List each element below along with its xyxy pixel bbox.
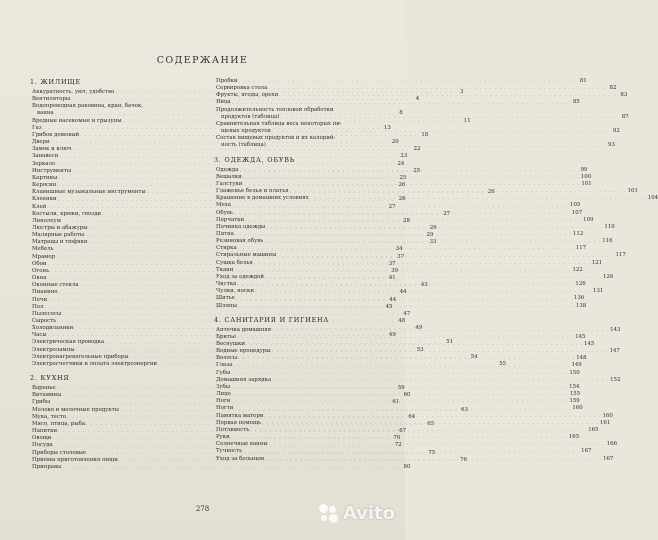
- toc-entry: [30, 103, 206, 110]
- toc-entry-page: 87: [621, 113, 629, 120]
- toc-entry-page: 122: [572, 266, 583, 273]
- dot-leader: [250, 428, 587, 434]
- toc-entry-title: Печи: [32, 296, 48, 303]
- toc-entry-page: 100: [580, 173, 592, 180]
- toc-entry-page: 148: [576, 355, 587, 362]
- toc-entry-page: 51: [446, 339, 454, 346]
- toc-entry-page: 72: [394, 442, 402, 449]
- toc-entry-title: Приборы столовые: [32, 449, 87, 456]
- toc-entry-page: 61: [392, 399, 400, 406]
- toc-entry-page: 24: [397, 160, 405, 167]
- toc-entry-title: Мясо, птица, рыба: [32, 420, 86, 427]
- toc-entry-title: Приемы приготовления пищи: [32, 456, 118, 463]
- dot-leader: [234, 211, 571, 217]
- toc-entry-page: 117: [575, 245, 587, 252]
- toc-entry-page: 85: [572, 99, 580, 106]
- dot-leader: [62, 465, 399, 471]
- toc-entry-page: 75: [428, 449, 436, 456]
- toc-entry-title: Напитки: [32, 428, 58, 435]
- toc-entry-title: Домашняя зарядка: [216, 376, 272, 383]
- toc-entry-title: Шитье: [216, 295, 235, 302]
- toc-entry-title: Вредные насекомые и грызуны: [32, 117, 122, 124]
- dot-leader: [238, 353, 575, 362]
- dot-leader: [262, 421, 599, 427]
- toc-entry-title: Пятна: [216, 230, 234, 237]
- toc-entry-page: 105: [570, 202, 581, 209]
- dot-leader: [255, 289, 592, 295]
- dot-leader: [264, 414, 601, 420]
- toc-entry-title: Молоко и молочные продукты: [32, 406, 119, 413]
- dot-leader: [232, 204, 569, 210]
- dot-leader: [239, 168, 576, 174]
- toc-entry-page: 82: [609, 85, 617, 92]
- toc-entry-page: 63: [461, 406, 469, 413]
- toc-entry-title: Ноги: [216, 398, 231, 405]
- toc-entry-page: 43: [420, 282, 428, 289]
- toc-entry-title: Вентиляторы: [32, 96, 71, 103]
- toc-entry-page: 160: [602, 412, 613, 419]
- dot-leader: [267, 144, 604, 150]
- toc-entry-page: 99: [580, 166, 588, 173]
- toc-entry-page: 11: [463, 117, 471, 124]
- toc-entry-title: Пол: [32, 303, 44, 310]
- dot-leader: [310, 196, 647, 202]
- toc-entry-title: Сушка белья: [216, 259, 253, 266]
- toc-entry-title: Линолеум: [32, 217, 61, 224]
- toc-entry-title: Варенье: [32, 385, 56, 392]
- toc-entry-page: 150: [569, 369, 580, 376]
- toc-entry-page: 29: [429, 224, 437, 231]
- toc-entry-title: Часы: [32, 332, 47, 339]
- toc-entry-page: 18: [421, 131, 429, 138]
- toc-entry-page: 117: [615, 252, 626, 259]
- toc-entry-page: 37: [388, 260, 396, 267]
- toc-entry-title: Водопроводная раковина, кран, бачок,: [32, 103, 144, 110]
- toc-entry-page: 104: [647, 195, 658, 202]
- dot-leader: [238, 304, 575, 310]
- toc-entry-title: Ногти: [216, 405, 234, 412]
- dot-leader: [231, 399, 568, 405]
- toc-entry-title: щевых продуктов: [221, 128, 271, 135]
- dot-leader: [236, 297, 573, 303]
- toc-entry-page: 131: [593, 288, 604, 295]
- toc-entry-page: 45: [385, 303, 393, 310]
- toc-entry-title: Шляпы: [216, 302, 237, 309]
- toc-entry: [214, 376, 621, 384]
- toc-entry-title: Посуда: [32, 442, 53, 449]
- toc-entry-title: Двери: [32, 139, 50, 146]
- toc-entry-title: Приправы: [32, 463, 62, 470]
- toc-entry-page: 92: [612, 128, 620, 135]
- toc-entry-page: 25: [413, 167, 421, 174]
- toc-entry-page: 64: [408, 413, 416, 420]
- toc-entry-title: Холодильники: [32, 325, 74, 332]
- toc-entry: [214, 92, 628, 99]
- toc-entry-page: 81: [579, 78, 587, 84]
- toc-entry-title: Руки: [216, 434, 230, 441]
- toc-entry-title: Глаза: [216, 362, 233, 369]
- dot-leader: [234, 407, 571, 413]
- toc-entry-page: 65: [427, 420, 435, 427]
- section-heading: 1. ЖИЛИЩЕ: [30, 78, 81, 86]
- toc-entry-page: 59: [397, 385, 405, 392]
- toc-entry: [30, 463, 411, 471]
- dot-leader: [269, 442, 606, 448]
- toc-entry: [30, 146, 421, 153]
- avito-logo-icon: [319, 504, 339, 524]
- toc-entry-title: Пылесосы: [32, 310, 62, 317]
- toc-entry-title: Малярные работы: [32, 232, 85, 239]
- dot-leader: [265, 275, 602, 281]
- dot-leader: [266, 225, 603, 231]
- dot-leader: [245, 218, 582, 224]
- toc-entry-title: Галстуки: [216, 180, 243, 187]
- toc-entry-title: Газ: [32, 124, 42, 131]
- toc-entry-title: Чистка: [216, 281, 237, 288]
- dot-leader: [231, 385, 568, 391]
- toc-entry-title: Замок и ключ: [32, 146, 72, 153]
- dot-leader: [279, 93, 616, 99]
- toc-entry-title: Мрамор: [32, 253, 56, 260]
- toc-entry-page: 155: [569, 391, 581, 398]
- toc-entry-page: 26: [487, 189, 495, 196]
- toc-entry-title: Клеенки: [32, 196, 57, 203]
- toc-entry: [214, 369, 580, 377]
- toc-entry-title: Вешалки: [216, 173, 242, 180]
- toc-entry-title: Клавишные музыкальные инструменты: [32, 189, 146, 196]
- toc-entry-page: 41: [388, 275, 396, 282]
- toc-entry-title: Тучность: [216, 448, 243, 455]
- toc-entry-title: Перчатки: [216, 216, 245, 223]
- toc-entry-page: 152: [610, 376, 621, 383]
- toc-entry-page: 165: [568, 434, 580, 441]
- toc-entry: [214, 121, 388, 128]
- toc-entry-title: Электросчетчики и оплата электроэнергии: [32, 360, 158, 367]
- toc-entry-page: 27: [388, 203, 396, 210]
- toc-entry-title: Состав пищевых продуктов и их калорий-: [216, 135, 336, 142]
- dot-leader: [238, 246, 575, 252]
- toc-entry-title: Чулки, носки: [216, 288, 254, 295]
- toc-entry-title: Продолжительность тепловой обработки: [216, 106, 334, 113]
- toc-entry-title: Пианино: [32, 289, 58, 296]
- toc-entry-page: 49: [415, 325, 423, 332]
- toc-entry-page: 47: [403, 310, 411, 317]
- toc-entry: [214, 85, 617, 92]
- toc-entry-page: 20: [391, 139, 399, 146]
- toc-entry-page: 76: [460, 456, 467, 463]
- toc-entry-page: 67: [399, 428, 407, 435]
- page-title: СОДЕРЖАНИЕ: [156, 55, 249, 66]
- toc-entry-title: ванна: [37, 110, 54, 117]
- section-heading: 2. КУХНЯ: [30, 374, 70, 383]
- dot-leader: [277, 254, 614, 260]
- toc-entry-page: 101: [627, 188, 638, 195]
- toc-entry-page: 138: [575, 302, 587, 309]
- toc-entry-title: Витамины: [32, 392, 62, 399]
- toc-entry-title: Огонь: [32, 267, 50, 274]
- toc-entry-title: Губы: [216, 369, 231, 376]
- toc-entry-title: Окна: [32, 275, 47, 282]
- dot-leader: [268, 86, 605, 92]
- toc-entry-title: Костыли, крюки, гвозди: [32, 210, 102, 217]
- dot-leader: [272, 378, 609, 384]
- toc-entry-title: Одежда: [216, 166, 239, 173]
- toc-entry-page: 110: [604, 223, 615, 230]
- toc-entry-page: 154: [569, 383, 580, 390]
- toc-entry-title: Пробки: [216, 78, 238, 84]
- toc-entry-page: 27: [443, 210, 451, 217]
- toc-entry-title: Инструменты: [32, 167, 72, 174]
- dot-leader: [254, 261, 591, 267]
- toc-entry-page: 28: [403, 217, 410, 224]
- toc-entry-title: Уход за больным: [216, 455, 265, 462]
- toc-entry-page: 159: [569, 398, 580, 405]
- toc-entry-title: Крашение в домашних условиях: [216, 195, 309, 202]
- toc-entry-page: 166: [606, 441, 618, 448]
- toc-entry-title: Электронагревательные приборы: [32, 353, 129, 360]
- toc-entry-title: Уход за одеждой: [216, 273, 264, 280]
- toc-entry-page: 101: [581, 180, 592, 187]
- toc-entry-page: 83: [620, 92, 628, 99]
- avito-watermark-text: Avito: [342, 503, 395, 524]
- toc-entry-title: Матрацы и тюфяки: [32, 239, 88, 246]
- toc-entry-page: 136: [573, 295, 585, 302]
- avito-watermark: [319, 503, 395, 524]
- dot-leader: [290, 189, 627, 195]
- dot-leader: [272, 346, 609, 355]
- toc-entry-page: 145: [583, 341, 595, 347]
- dot-leader: [272, 328, 609, 334]
- toc-entry-page: 112: [572, 230, 584, 237]
- toc-entry-page: 33: [429, 239, 437, 246]
- toc-entry-page: 55: [499, 360, 507, 367]
- toc-entry-page: 121: [591, 259, 603, 266]
- toc-entry-title: Сравнительная таблица веса некоторых пи-: [216, 120, 342, 127]
- toc-entry-page: 8: [399, 110, 403, 117]
- dot-leader: [231, 435, 568, 441]
- toc-entry-title: Зеркало: [32, 160, 56, 167]
- dot-leader: [232, 392, 569, 398]
- toc-entry-title: Керосин: [32, 182, 57, 189]
- toc-entry-title: Клей: [32, 203, 47, 210]
- toc-entry-title: Меха: [216, 202, 231, 209]
- toc-entry-title: Яйца: [216, 99, 231, 106]
- page-number: 278: [195, 505, 210, 513]
- toc-entry-title: Фрукты, ягоды, орехи: [216, 92, 279, 99]
- toc-entry-title: Мука, тесто: [32, 413, 67, 420]
- toc-entry-page: 147: [609, 348, 620, 355]
- toc-entry-page: 3: [460, 89, 464, 95]
- toc-entry-page: 54: [470, 353, 478, 360]
- toc-entry-page: 93: [608, 142, 615, 149]
- toc-entry-title: Овощи: [32, 435, 52, 442]
- toc-entry-page: 26: [398, 182, 406, 189]
- dot-leader: [243, 175, 580, 181]
- dot-leader: [233, 364, 570, 370]
- toc-entry-title: Потливость: [216, 426, 250, 433]
- toc-entry-page: 161: [600, 419, 611, 426]
- toc-entry-title: Памятка матери: [216, 412, 264, 419]
- dot-leader: [243, 450, 580, 456]
- toc-entry-title: Волосы: [216, 355, 238, 362]
- toc-entry-page: 29: [426, 232, 434, 239]
- toc-entry-title: Лицо: [216, 391, 231, 398]
- toc-entry-page: 23: [400, 153, 408, 160]
- toc-entry-title: Резиновая обувь: [216, 238, 264, 245]
- toc-entry-title: Солнечные ванны: [216, 441, 268, 448]
- toc-entry-title: Грибок домовый: [32, 131, 80, 138]
- dot-leader: [239, 79, 576, 85]
- toc-entry-title: ность (таблица): [221, 142, 266, 149]
- toc-entry-title: Электрическая проводка: [32, 339, 105, 346]
- toc-entry-page: 167: [581, 448, 592, 455]
- toc-entry-page: 60: [403, 392, 411, 399]
- toc-entry-title: Зубы: [216, 383, 231, 390]
- toc-entry-title: продуктов (таблица): [221, 113, 280, 120]
- toc-entry-page: 13: [383, 124, 391, 131]
- section-heading: 3. ОДЕЖДА, ОБУВЬ: [214, 155, 295, 164]
- toc-entry-page: 126: [575, 281, 586, 288]
- dot-leader: [237, 335, 574, 341]
- toc-entry-page: 126: [603, 273, 614, 280]
- toc-entry-page: 37: [397, 253, 405, 260]
- toc-entry-title: Веснушки: [216, 341, 245, 347]
- dot-leader: [265, 457, 602, 463]
- toc-entry-title: Мебель: [32, 246, 54, 253]
- dot-leader: [235, 232, 572, 238]
- toc-entry-page: 70: [393, 435, 401, 442]
- toc-entry-title: Обои: [32, 260, 47, 267]
- toc-entry-page: 116: [602, 238, 613, 245]
- dot-leader: [243, 182, 580, 188]
- toc-entry-page: 4: [415, 96, 420, 103]
- toc-entry: [30, 160, 405, 168]
- toc-entry-title: Бритье: [216, 333, 237, 340]
- toc-entry-title: Оконные стекла: [32, 282, 79, 289]
- toc-entry: [214, 107, 388, 114]
- toc-entry-title: Стирка: [216, 245, 237, 252]
- toc-entry: [214, 99, 580, 106]
- toc-entry-title: Картины: [32, 174, 58, 181]
- toc-entry-page: 145: [575, 333, 586, 340]
- toc-entry-title: Электролампы: [32, 346, 75, 353]
- toc-entry-title: Первая помощь: [216, 419, 261, 426]
- toc-entry-title: Обувь: [216, 209, 233, 216]
- toc-entry-page: 109: [583, 216, 594, 223]
- toc-entry-title: Люстры и абажуры: [32, 224, 88, 231]
- section-heading: 4. САНИТАРИЯ И ГИГИЕНА: [214, 315, 330, 324]
- toc-entry-title: Сервировка стола: [216, 85, 268, 92]
- toc-entry-title: Глаженье белья и платья: [216, 188, 289, 195]
- toc-entry-page: 49: [388, 332, 396, 339]
- toc-entry-page: 143: [610, 326, 621, 333]
- toc-entry: [214, 78, 587, 85]
- toc-entry-page: 149: [571, 362, 582, 369]
- toc-entry-page: 25: [399, 174, 407, 181]
- toc-entry-page: 167: [603, 455, 614, 462]
- dot-leader: [231, 371, 568, 377]
- toc-entry-page: 22: [413, 146, 421, 153]
- dot-leader: [237, 282, 574, 288]
- dot-leader: [234, 268, 571, 274]
- toc-entry-page: 34: [395, 246, 403, 253]
- toc-entry-page: 160: [572, 405, 583, 412]
- toc-entry-page: 80: [403, 463, 411, 470]
- toc-entry-title: Стиральные машины: [216, 252, 277, 259]
- toc-entry-page: 48: [398, 318, 406, 324]
- toc-entry-title: Аккуратность, уют, удобство: [32, 89, 115, 95]
- dot-leader: [246, 342, 583, 348]
- toc-entry-title: Сырость: [32, 318, 57, 324]
- toc-entry-page: 39: [391, 267, 399, 274]
- dot-leader: [264, 239, 601, 245]
- toc-entry-page: 26: [398, 196, 406, 203]
- toc-entry-title: Грибы: [32, 399, 51, 406]
- toc-entry-page: 44: [399, 289, 407, 296]
- toc-entry-page: 53: [416, 346, 424, 353]
- toc-entry-page: 107: [571, 209, 583, 216]
- toc-entry-title: Аптечка домашняя: [216, 326, 272, 333]
- toc-entry-title: Водные процедуры: [216, 348, 271, 355]
- toc-entry-title: Починка одежды: [216, 223, 266, 230]
- toc-entry-title: Занавеси: [32, 153, 59, 160]
- toc-entry-title: Ткани: [216, 266, 234, 273]
- toc-entry: [30, 310, 411, 318]
- toc-entry-page: 44: [389, 296, 397, 303]
- toc-entry-page: 165: [588, 426, 599, 433]
